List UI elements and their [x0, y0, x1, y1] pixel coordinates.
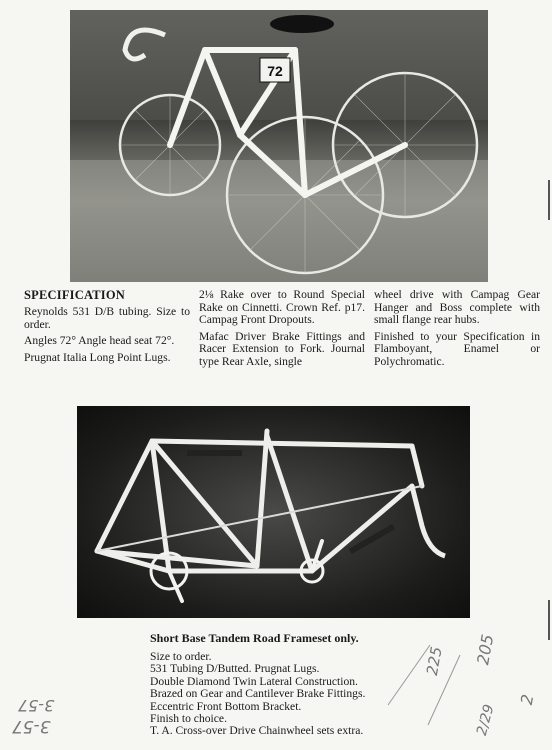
tandem-frame-illustration	[77, 406, 470, 618]
tandem-spec-line: Finish to choice.	[150, 712, 227, 726]
tricycle-photo	[70, 10, 488, 282]
spec-column-3	[374, 289, 540, 373]
spec-column-2	[199, 289, 365, 373]
spec-column-1	[24, 306, 190, 368]
page-edge-mark	[548, 600, 550, 640]
tandem-spec-line: Eccentric Front Bottom Bracket.	[150, 699, 302, 713]
tandem-spec-list	[150, 651, 365, 738]
handwritten-note: 225	[422, 645, 446, 677]
tricycle-illustration	[70, 10, 488, 282]
spec-text: Angles 72° Angle head seat 72°.	[24, 334, 175, 348]
spec-text: Finished to your Specification in Flamboyant, Enamel or Polychromatic.	[374, 329, 540, 368]
spec-text: Mafac Driver Brake Fittings and Racer Extension to Fork. Journal type Rear Axle, single	[199, 329, 365, 368]
tandem-caption-title: Short Base Tandem Road Frameset only.	[150, 631, 359, 645]
tandem-spec-line: Double Diamond Twin Lateral Construction.	[150, 674, 358, 688]
race-number-plate: 72	[267, 63, 283, 79]
handwritten-note: 205	[473, 632, 498, 667]
tandem-spec-line: 531 Tubing D/Butted. Prugnat Lugs.	[150, 662, 320, 676]
tandem-spec-line: Brazed on Gear and Cantilever Brake Fittings.	[150, 687, 366, 701]
spec-text: Prugnat Italia Long Point Lugs.	[24, 350, 171, 364]
spec-text: wheel drive with Campag Gear Hanger and Boss complete with small flange rear hubs.	[374, 288, 540, 327]
handwritten-note: 3-57	[18, 696, 55, 715]
specification-heading: SPECIFICATION	[24, 288, 125, 302]
handwritten-note: 3-57	[12, 716, 51, 736]
handwritten-note: 2	[516, 692, 538, 707]
tandem-spec-line: Size to order.	[150, 650, 212, 663]
page-edge-mark	[548, 180, 550, 220]
pencil-strokes	[380, 632, 510, 735]
tandem-frame-photo	[77, 406, 470, 618]
handwritten-note: 2/29	[473, 702, 498, 738]
spec-text: Reynolds 531 D/B tubing. Size to order.	[24, 305, 190, 331]
spec-text: 2⅛ Rake over to Round Special Rake on Cinnetti. Crown Ref. p17. Campag Front Dropouts.	[199, 288, 365, 327]
tandem-spec-line: T. A. Cross-over Drive Chainwheel sets extra.	[150, 724, 364, 738]
